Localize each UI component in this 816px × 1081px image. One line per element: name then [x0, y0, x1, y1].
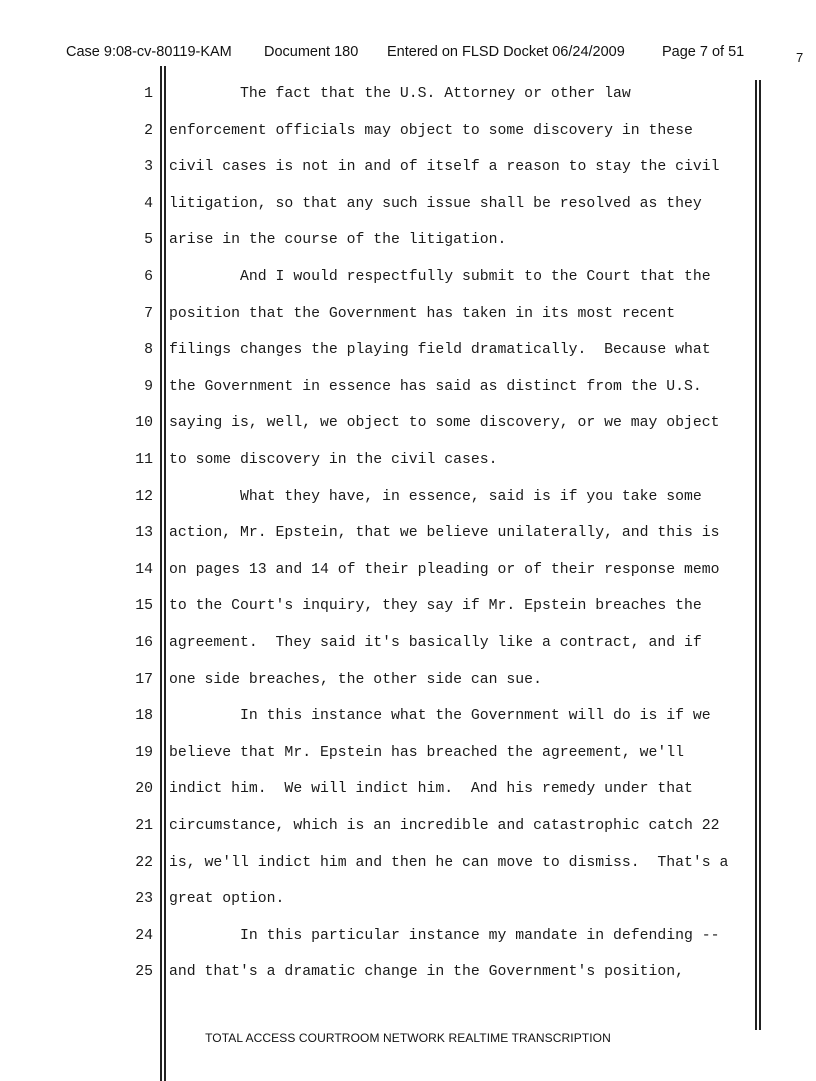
line-number: 16	[135, 635, 153, 651]
line-text: And I would respectfully submit to the Court that the	[169, 269, 711, 285]
transcript-line	[0, 627, 816, 663]
line-number: 17	[135, 671, 153, 688]
transcript-line	[0, 773, 816, 809]
transcript-line	[0, 920, 816, 956]
line-text: What they have, in essence, said is if you take some	[169, 488, 702, 505]
line-text: action, Mr. Epstein, that we believe unilaterally, and this is	[169, 525, 720, 542]
page-count: Page 7 of 51	[662, 44, 745, 60]
line-text: circumstance, which is an incredible and catastrophic catch 22	[169, 818, 720, 834]
transcript-line	[0, 554, 816, 590]
transcript-line	[0, 737, 816, 773]
line-number: 13	[135, 525, 153, 542]
line-number: 11	[135, 452, 153, 468]
transcript-line	[0, 334, 816, 370]
transcript-line	[0, 371, 816, 407]
transcript-line	[0, 444, 816, 480]
line-number: 22	[135, 854, 153, 871]
entered-date: Entered on FLSD Docket 06/24/2009	[387, 44, 625, 60]
line-text: The fact that the U.S. Attorney or other law	[169, 86, 631, 102]
line-number: 24	[135, 927, 153, 944]
line-text: filings changes the playing field dramatically. Because what	[169, 342, 711, 359]
line-number: 15	[135, 598, 153, 615]
line-text: arise in the course of the litigation.	[169, 232, 507, 249]
line-number: 8	[144, 342, 153, 359]
transcript-line	[0, 78, 816, 114]
line-number: 25	[135, 964, 153, 981]
transcript-line	[0, 298, 816, 334]
line-text: is, we'll indict him and then he can move to dismiss. That's a	[169, 854, 729, 871]
line-text: indict him. We will indict him. And his remedy under that	[169, 781, 693, 798]
line-text: litigation, so that any such issue shall be resolved as they	[169, 195, 702, 212]
line-text: position that the Government has taken in its most recent	[169, 305, 676, 322]
line-number: 5	[144, 232, 153, 249]
transcript-line	[0, 883, 816, 919]
line-text: to some discovery in the civil cases.	[169, 452, 498, 468]
transcript-line	[0, 700, 816, 736]
line-number: 9	[144, 378, 153, 395]
line-text: enforcement officials may object to some discovery in these	[169, 122, 693, 139]
transcript-line	[0, 188, 816, 224]
line-number: 1	[144, 86, 153, 102]
line-number: 19	[135, 744, 153, 761]
page-footer: TOTAL ACCESS COURTROOM NETWORK REALTIME TRANSCRIPTION	[205, 1031, 611, 1045]
line-text: believe that Mr. Epstein has breached the agreement, we'll	[169, 744, 685, 761]
line-text: saying is, well, we object to some discovery, or we may object	[169, 415, 720, 432]
line-number: 20	[135, 781, 153, 798]
transcript-line	[0, 261, 816, 297]
line-number: 21	[135, 818, 153, 834]
line-text: one side breaches, the other side can sue.	[169, 671, 542, 688]
transcript-line	[0, 151, 816, 187]
line-number: 3	[144, 159, 153, 176]
line-number: 6	[144, 269, 153, 285]
line-text: to the Court's inquiry, they say if Mr. Epstein breaches the	[169, 598, 702, 615]
line-number: 2	[144, 122, 153, 139]
line-number: 7	[144, 305, 153, 322]
line-number: 10	[135, 415, 153, 432]
line-text: civil cases is not in and of itself a reason to stay the civil	[169, 159, 720, 176]
document-number: Document 180	[264, 44, 359, 60]
transcript-line	[0, 224, 816, 260]
line-number: 14	[135, 561, 153, 578]
line-text: on pages 13 and 14 of their pleading or of their response memo	[169, 561, 720, 578]
transcript-line	[0, 590, 816, 626]
transcript-page-number: 7	[796, 50, 804, 65]
line-text: In this particular instance my mandate in defending --	[169, 927, 720, 944]
line-number: 12	[135, 488, 153, 505]
line-text: the Government in essence has said as distinct from the U.S.	[169, 378, 702, 395]
transcript-line	[0, 847, 816, 883]
transcript-line	[0, 517, 816, 553]
transcript-line	[0, 481, 816, 517]
line-number: 18	[135, 708, 153, 725]
transcript-line	[0, 956, 816, 992]
line-text: agreement. They said it's basically like a contract, and if	[169, 635, 702, 651]
transcript-line	[0, 407, 816, 443]
case-number: Case 9:08-cv-80119-KAM	[66, 44, 232, 60]
line-number: 23	[135, 891, 153, 908]
line-text: In this instance what the Government will do is if we	[169, 708, 711, 725]
line-text: great option.	[169, 891, 285, 908]
line-text: and that's a dramatic change in the Government's position,	[169, 964, 685, 981]
transcript-line	[0, 664, 816, 700]
transcript-line	[0, 810, 816, 846]
line-number: 4	[144, 195, 153, 212]
transcript-line	[0, 115, 816, 151]
